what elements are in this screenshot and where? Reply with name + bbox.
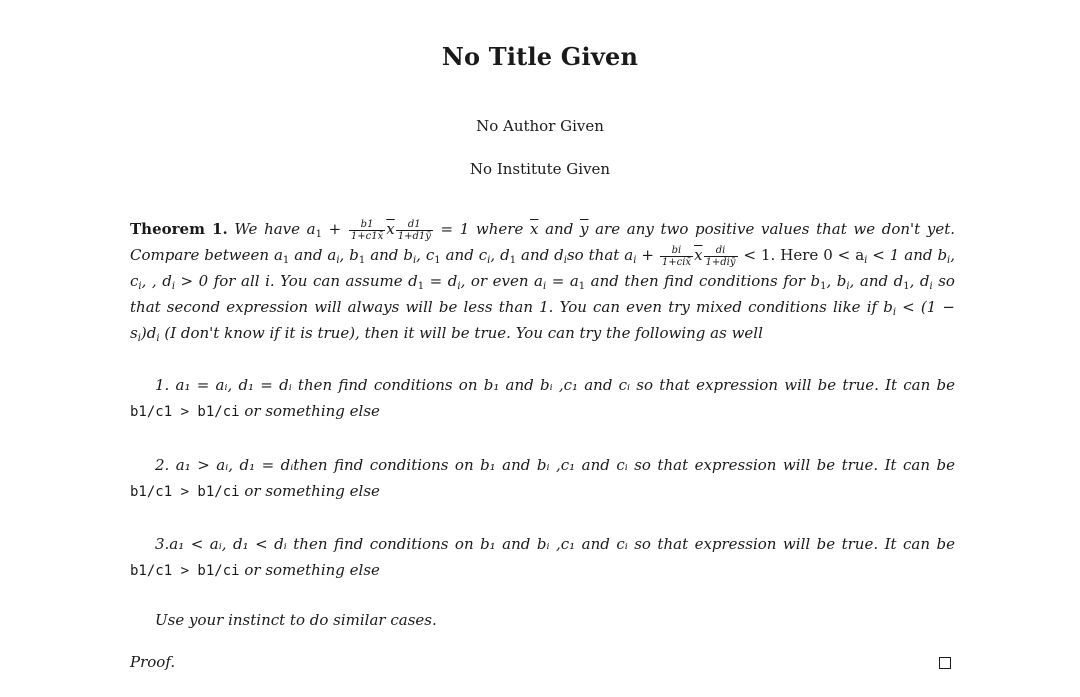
fraction-numerator: di <box>704 245 738 257</box>
list-item-text: 3.a₁ < aᵢ, d₁ < dᵢ then find conditions on b₁ and bᵢ ,c₁ and cᵢ so that expression will be true. It can be <box>155 535 955 553</box>
math-subscript: i <box>633 255 637 266</box>
list-item-text: 2. a₁ > aᵢ, d₁ = dᵢthen find conditions on b₁ and bᵢ ,c₁ and cᵢ so that expression will be true. It can be <box>155 456 955 474</box>
math-subscript: i <box>892 307 897 318</box>
theorem-text: , d <box>490 246 510 264</box>
theorem-text: , b <box>826 272 847 290</box>
fraction-di <box>704 245 738 268</box>
list-item-text: or something else <box>239 561 380 579</box>
list-item-code: b1/c1 > b1/ci <box>130 563 240 579</box>
theorem-text: > 0 for all i. You can assume d <box>175 272 418 290</box>
paper-institute: No Institute Given <box>469 160 611 178</box>
theorem-text: so that a <box>566 246 634 264</box>
fraction-b1 <box>349 219 385 242</box>
theorem-text: so that second expression will always will be less than 1. You can even try mixed conditions like if b <box>130 272 955 316</box>
math-xbar: $\overline{x}$ <box>694 246 703 264</box>
math-subscript: i <box>137 333 141 344</box>
closing-remark: Use your instinct to do similar cases. <box>155 611 437 629</box>
math-subscript: i <box>457 281 461 292</box>
fraction-d1 <box>396 219 433 242</box>
math-xbar: $\overline{x}$ <box>386 220 395 238</box>
theorem-text: We have a <box>234 220 316 238</box>
math-subscript: i <box>138 281 142 292</box>
list-item-code: b1/c1 > b1/ci <box>130 484 240 500</box>
list-item <box>130 372 955 425</box>
math-subscript: 1 <box>578 281 586 292</box>
math-subscript: 1 <box>434 255 441 266</box>
theorem-text: = 1 where <box>433 220 530 238</box>
theorem-text: , d <box>909 272 930 290</box>
math-subscript: i <box>487 255 491 266</box>
list-item-text: or something else <box>239 482 380 500</box>
math-subscript: i <box>412 255 417 266</box>
theorem-text: and c <box>440 246 488 264</box>
theorem-text: and b <box>365 246 413 264</box>
list-item <box>130 531 955 584</box>
math-subscript: i <box>542 281 547 292</box>
math-operator: + <box>636 246 659 264</box>
theorem-text: < (1 − s <box>130 298 955 342</box>
math-subscript: i <box>563 255 567 266</box>
math-subscript: 1 <box>315 229 323 240</box>
theorem-text: = d <box>424 272 458 290</box>
math-ybar: $\overline{y}$ <box>579 220 589 238</box>
theorem-text: , or even a <box>460 272 543 290</box>
math-operator: + <box>322 220 348 238</box>
fraction-numerator: bi <box>660 245 693 257</box>
theorem-text: , c <box>416 246 435 264</box>
math-subscript: 1 <box>903 281 910 292</box>
fraction-numerator: d1 <box>396 219 433 231</box>
theorem-text: , , d <box>141 272 172 290</box>
proof-label: Proof. <box>130 653 176 671</box>
fraction-denominator: 1+d1ȳ <box>397 230 431 242</box>
math-subscript: i <box>929 281 933 292</box>
fraction-denominator: 1+cix̄ <box>661 256 692 268</box>
theorem-text: < 1 and b <box>867 246 948 264</box>
math-subscript: 1 <box>509 255 517 266</box>
paper-title: No Title Given <box>441 42 639 71</box>
qed-box-icon <box>939 657 951 669</box>
theorem-text: , and d <box>849 272 904 290</box>
theorem-text: < 1. Here 0 < a <box>738 246 865 264</box>
fraction-bi <box>660 245 693 268</box>
math-subscript: i <box>171 281 176 292</box>
theorem-text: and then find conditions for b <box>585 272 821 290</box>
theorem-text: and <box>538 220 580 238</box>
math-xbar: $\overline{x}$ <box>530 220 539 238</box>
list-item-code: b1/c1 > b1/ci <box>130 404 240 420</box>
fraction-numerator: b1 <box>349 219 385 231</box>
theorem-text: (I don't know if it is true), then it will be true. You can try the following as well <box>159 324 763 342</box>
theorem-text: , c <box>130 246 956 290</box>
theorem-label: Theorem 1. <box>130 220 228 238</box>
theorem-text: = a <box>546 272 579 290</box>
math-subscript: 1 <box>417 281 425 292</box>
list-item <box>130 452 955 505</box>
list-item-text: 1. a₁ = aᵢ, d₁ = dᵢ then find conditions on b₁ and bᵢ ,c₁ and cᵢ so that expression will be true. It can be <box>155 376 955 394</box>
theorem-text: are any two positive values that we don't yet. Compare between a <box>130 220 955 264</box>
theorem-text: and d <box>516 246 564 264</box>
math-subscript: i <box>336 255 340 266</box>
math-subscript: i <box>156 333 160 344</box>
list-item-text: or something else <box>239 402 380 420</box>
math-subscript: i <box>864 255 868 266</box>
math-subscript: i <box>947 255 951 266</box>
theorem-text: and a <box>289 246 337 264</box>
fraction-denominator: 1+c1x̄ <box>350 230 384 242</box>
math-subscript: i <box>846 281 850 292</box>
math-subscript: 1 <box>282 255 290 266</box>
math-subscript: 1 <box>820 281 827 292</box>
paper-author: No Author Given <box>476 117 604 135</box>
theorem-text: , b <box>339 246 359 264</box>
fraction-denominator: 1+diȳ <box>705 256 736 268</box>
theorem-block <box>130 216 955 346</box>
math-subscript: 1 <box>358 255 366 266</box>
theorem-text: )d <box>140 324 157 342</box>
